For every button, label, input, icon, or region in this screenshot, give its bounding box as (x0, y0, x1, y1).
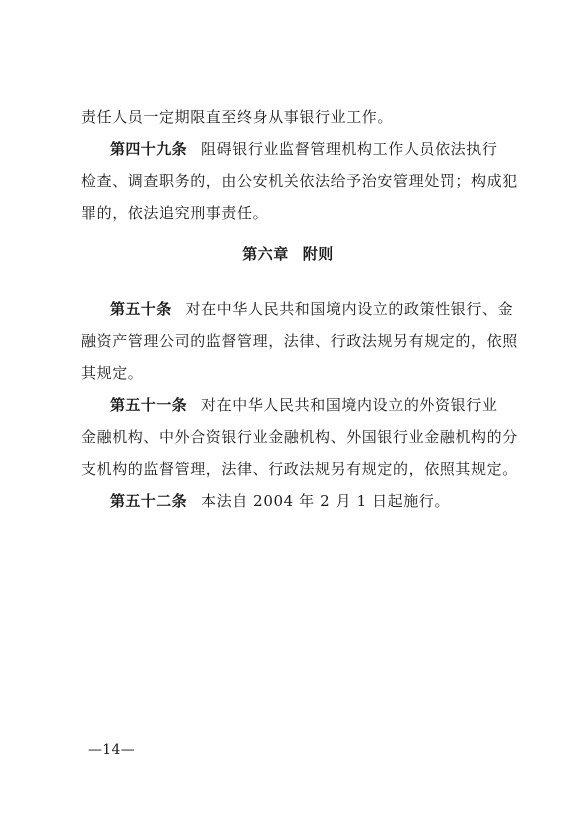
article-51 (110, 395, 511, 415)
text-line: 阻碍银行业监督管理机构工作人员依法执行 (201, 140, 498, 158)
page-number: —14— (88, 742, 136, 758)
text-line: 金融机构、中外合资银行业金融机构、外国银行业金融机构的分 (81, 428, 518, 446)
article-number: 第四十九条 (110, 140, 188, 158)
text-line: 检查、调查职务的，由公安机关依法给予治安管理处罚；构成犯 (81, 172, 518, 190)
text-line: 对在中华人民共和国境内设立的政策性银行、金 (185, 300, 514, 318)
article-number: 第五十条 (110, 300, 172, 318)
chapter-title: 附则 (302, 245, 334, 263)
article-number: 第五十二条 (110, 492, 188, 510)
article-49 (110, 139, 511, 159)
text-line: 融资产管理公司的监督管理，法律、行政法规另有规定的，依照 (81, 332, 518, 350)
article-51-line-3 (81, 459, 518, 479)
text-line: 责任人员一定期限直至终身从事银行业工作。 (81, 108, 394, 126)
chapter-heading (0, 244, 576, 264)
text-line: 本法自 2004 年 2 月 1 日起施行。 (201, 492, 451, 510)
article-51-line-2 (81, 427, 518, 447)
article-49-line-3 (81, 203, 511, 223)
paragraph-continuation (81, 107, 511, 127)
article-52 (110, 491, 511, 511)
text-line: 支机构的监督管理，法律、行政法规另有规定的，依照其规定。 (81, 460, 518, 478)
chapter-number: 第六章 (242, 245, 289, 263)
text-line: 其规定。 (81, 364, 144, 382)
text-line: 罪的，依法追究刑事责任。 (81, 204, 269, 222)
text-line: 对在中华人民共和国境内设立的外资银行业 (201, 396, 498, 414)
article-number: 第五十一条 (110, 396, 188, 414)
article-50-line-3 (81, 363, 511, 383)
article-50 (110, 299, 514, 319)
article-49-line-2 (81, 171, 518, 191)
article-50-line-2 (81, 331, 518, 351)
